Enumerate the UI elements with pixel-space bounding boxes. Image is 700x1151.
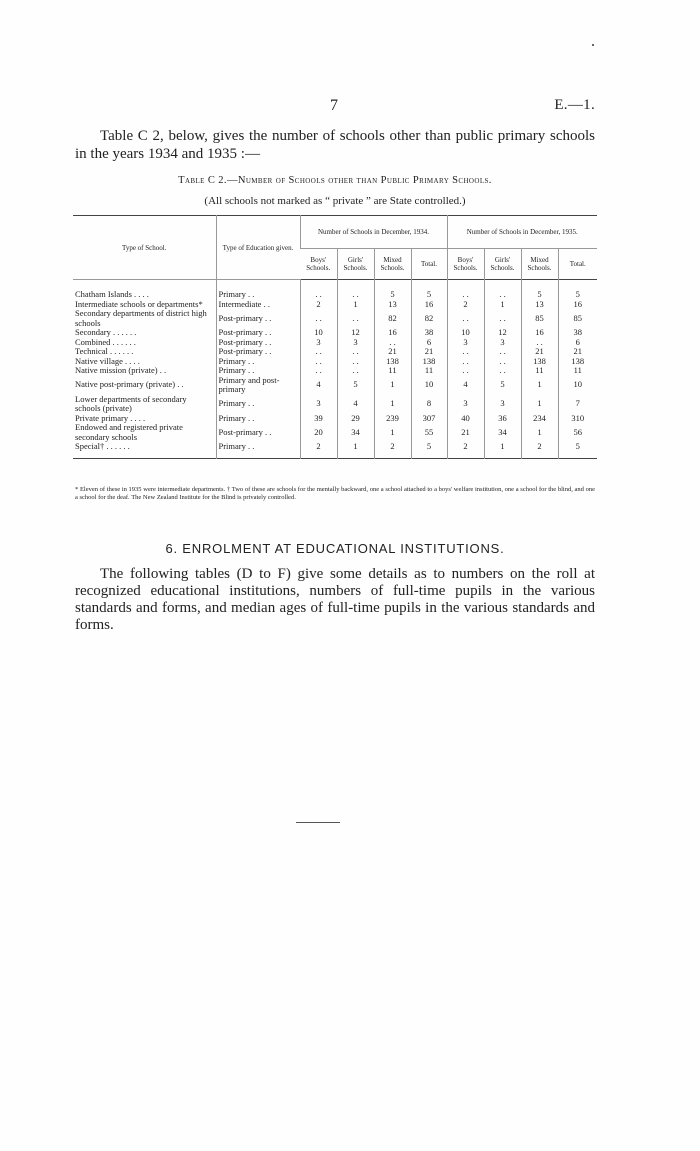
cell-count: 38 [411, 328, 447, 338]
cell-count: 29 [337, 414, 374, 424]
table-row [73, 376, 597, 395]
cell-count: 11 [374, 366, 411, 376]
cell-count: 85 [521, 309, 558, 328]
cell-count: 2 [374, 442, 411, 458]
cell-count: 2 [300, 442, 337, 458]
cell-count: 36 [484, 414, 521, 424]
cell-count: 1 [337, 300, 374, 310]
cell-count: 11 [558, 366, 597, 376]
page-number: 7 [330, 97, 338, 114]
cell-count: . . [337, 366, 374, 376]
header-type-of-education: Type of Education given. [216, 216, 300, 280]
header-boys-1934: Boys' Schools. [306, 256, 331, 272]
cell-count: 3 [300, 395, 337, 414]
cell-count: 138 [411, 357, 447, 367]
cell-count: 10 [447, 328, 484, 338]
cell-count: 1 [484, 442, 521, 458]
cell-count: 6 [558, 338, 597, 348]
cell-count: 138 [374, 357, 411, 367]
header-group-1934: Number of Schools in December, 1934. [300, 216, 447, 249]
cell-count: 2 [300, 300, 337, 310]
cell-count: 5 [337, 376, 374, 395]
table-footnotes: * Eleven of these in 1935 were intermediate departments. † Two of these are schools for the mentally backward, one a school attached to a boys' welfare institution, one a school for the blind, and one a school for the deaf. The New Zealand Institute for the Blind is privately controlled. [75, 486, 595, 501]
cell-education-type: Post-primary . . [216, 328, 300, 338]
cell-count: 1 [374, 395, 411, 414]
table-subtitle: (All schools not marked as “ private ” are State controlled.) [204, 195, 466, 207]
cell-count: 1 [337, 442, 374, 458]
cell-count: 38 [558, 328, 597, 338]
cell-count: . . [484, 309, 521, 328]
cell-school-type: Private primary . . . . [75, 412, 146, 423]
cell-count: 4 [447, 376, 484, 395]
table-body [73, 280, 597, 459]
cell-school-type: Native village . . . . [75, 355, 140, 366]
cell-count: 2 [447, 300, 484, 310]
cell-count: 40 [447, 414, 484, 424]
cell-count: . . [374, 338, 411, 348]
cell-count: 11 [411, 366, 447, 376]
cell-count: 12 [484, 328, 521, 338]
intro-paragraph: Table C 2, below, gives the number of schools other than public primary schools in the years 1934 and 1935 :— [75, 128, 595, 162]
cell-school-type: Secondary departments of district high schools [75, 308, 207, 328]
cell-count: . . [337, 309, 374, 328]
page-mark [592, 44, 594, 46]
cell-count: . . [447, 347, 484, 357]
table-spacer [73, 280, 597, 291]
cell-count: 3 [337, 338, 374, 348]
cell-education-type: Post-primary . . [216, 338, 300, 348]
header-total-1934: Total. [411, 249, 447, 280]
cell-count: 5 [411, 442, 447, 458]
cell-count: 1 [521, 376, 558, 395]
cell-count: 5 [558, 442, 597, 458]
table-title: Table C 2.—Number of Schools other than Public Primary Schools. [178, 175, 492, 186]
cell-education-type: Post-primary . . [216, 347, 300, 357]
cell-count: 10 [558, 376, 597, 395]
section-heading: 6. ENROLMENT AT EDUCATIONAL INSTITUTIONS. [165, 541, 505, 556]
cell-count: 5 [521, 290, 558, 300]
cell-count: . . [447, 357, 484, 367]
cell-education-type: Post-primary . . [216, 309, 300, 328]
cell-count: 1 [521, 395, 558, 414]
table-row [73, 338, 597, 348]
cell-count: 2 [521, 442, 558, 458]
cell-count: . . [300, 309, 337, 328]
header-boys-1935: Boys' Schools. [447, 249, 484, 280]
cell-count: 82 [411, 309, 447, 328]
cell-count: . . [300, 357, 337, 367]
cell-count: . . [447, 290, 484, 300]
cell-count: 12 [337, 328, 374, 338]
cell-count: 21 [521, 347, 558, 357]
cell-education-type: Primary and post-primary [216, 376, 300, 395]
cell-count: 55 [411, 423, 447, 442]
cell-school-type: Endowed and registered private secondary schools [75, 422, 183, 442]
cell-count: 21 [447, 423, 484, 442]
cell-school-type: Native post-primary (private) . . [75, 379, 184, 390]
cell-count: 21 [558, 347, 597, 357]
table-row [73, 309, 597, 328]
cell-education-type: Primary . . [216, 442, 300, 458]
cell-count: 239 [374, 414, 411, 424]
cell-count: . . [447, 366, 484, 376]
cell-count: 21 [374, 347, 411, 357]
cell-count: 10 [411, 376, 447, 395]
schools-table [73, 215, 597, 459]
header-type-of-school: Type of School. [73, 216, 216, 280]
table-row [73, 423, 597, 442]
cell-count: . . [521, 338, 558, 348]
cell-count: 20 [300, 423, 337, 442]
cell-count: 1 [374, 423, 411, 442]
cell-count: 1 [374, 376, 411, 395]
cell-count: 21 [411, 347, 447, 357]
cell-count: 3 [484, 395, 521, 414]
cell-count: 3 [447, 338, 484, 348]
cell-count: 16 [521, 328, 558, 338]
cell-count: . . [337, 290, 374, 300]
cell-count: 307 [411, 414, 447, 424]
cell-count: 2 [447, 442, 484, 458]
cell-count: 11 [521, 366, 558, 376]
cell-school-type: Chatham Islands . . . . [75, 289, 149, 299]
table-row [73, 347, 597, 357]
cell-education-type: Intermediate . . [216, 300, 300, 310]
table-row [73, 328, 597, 338]
body-paragraph: The following tables (D to F) give some details as to numbers on the roll at recognized educational institutions, numbers of full-time pupils in the various standards and forms, and median ages of full-time pupils in the various standards and forms. [75, 566, 595, 633]
header-girls-1935: Girls' Schools. [484, 249, 521, 280]
cell-school-type: Technical . . . . . . [75, 346, 134, 356]
cell-count: 4 [300, 376, 337, 395]
cell-count: 82 [374, 309, 411, 328]
cell-count: . . [300, 366, 337, 376]
header-group-1935: Number of Schools in December, 1935. [447, 216, 597, 249]
table-row [73, 442, 597, 458]
page-header [75, 97, 595, 117]
cell-count: 310 [558, 414, 597, 424]
header-mixed-1935: Mixed Schools. [521, 249, 558, 280]
header-mixed-1934: Mixed Schools. [374, 249, 411, 280]
table-row [73, 395, 597, 414]
cell-count: 1 [521, 423, 558, 442]
cell-count: . . [300, 347, 337, 357]
cell-count: 34 [484, 423, 521, 442]
cell-count: 85 [558, 309, 597, 328]
cell-school-type: Native mission (private) . . [75, 365, 167, 375]
cell-count: . . [484, 357, 521, 367]
cell-count: 56 [558, 423, 597, 442]
closing-rule [296, 822, 340, 823]
cell-count: 16 [558, 300, 597, 310]
header-girls-1934: Girls' Schools. [337, 249, 374, 280]
cell-count: 138 [521, 357, 558, 367]
cell-count: 3 [447, 395, 484, 414]
cell-count: 3 [300, 338, 337, 348]
cell-count: 138 [558, 357, 597, 367]
cell-count: 13 [374, 300, 411, 310]
cell-count: . . [337, 347, 374, 357]
cell-school-type: Combined . . . . . . [75, 336, 136, 347]
cell-count: . . [484, 366, 521, 376]
cell-education-type: Primary . . [216, 366, 300, 376]
cell-count: 34 [337, 423, 374, 442]
cell-education-type: Primary . . [216, 290, 300, 300]
cell-count: 5 [484, 376, 521, 395]
cell-count: 13 [521, 300, 558, 310]
cell-school-type: Lower departments of secondary schools (private) [75, 393, 187, 413]
cell-count: 5 [411, 290, 447, 300]
cell-count: . . [300, 290, 337, 300]
cell-school-type: Secondary . . . . . . [75, 327, 137, 337]
cell-count: . . [447, 309, 484, 328]
cell-count: 234 [521, 414, 558, 424]
cell-count: 4 [337, 395, 374, 414]
cell-count: 1 [484, 300, 521, 310]
cell-count: 39 [300, 414, 337, 424]
cell-count: . . [337, 357, 374, 367]
cell-education-type: Post-primary . . [216, 423, 300, 442]
cell-education-type: Primary . . [216, 357, 300, 367]
cell-education-type: Primary . . [216, 395, 300, 414]
cell-count: 8 [411, 395, 447, 414]
cell-count: . . [484, 347, 521, 357]
cell-education-type: Primary . . [216, 414, 300, 424]
table-row [73, 366, 597, 376]
document-reference: E.—1. [554, 97, 595, 113]
header-total-1935: Total. [558, 249, 597, 280]
cell-count: 16 [374, 328, 411, 338]
cell-count: 7 [558, 395, 597, 414]
cell-count: . . [484, 290, 521, 300]
cell-count: 5 [558, 290, 597, 300]
cell-count: 6 [411, 338, 447, 348]
cell-count: 10 [300, 328, 337, 338]
cell-school-type: Special† . . . . . . [75, 441, 130, 451]
cell-count: 5 [374, 290, 411, 300]
cell-count: 3 [484, 338, 521, 348]
cell-school-type: Intermediate schools or departments* [75, 298, 203, 309]
cell-count: 16 [411, 300, 447, 310]
